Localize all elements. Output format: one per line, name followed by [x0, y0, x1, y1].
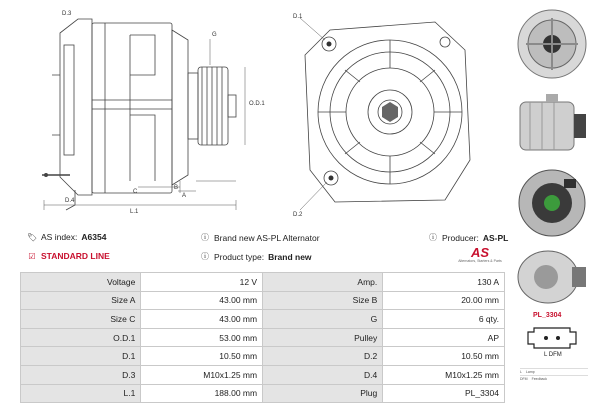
as-index-row [27, 232, 106, 242]
info-icon: ⓘ [201, 252, 209, 261]
product-photo-side[interactable] [512, 90, 592, 160]
spec-value: PL_3304 [383, 384, 505, 403]
product-photo-rear[interactable] [512, 165, 592, 240]
spec-value: 43.00 mm [141, 310, 263, 329]
checkbox-icon: ☑ [28, 251, 36, 261]
info-icon: ⓘ [201, 233, 209, 242]
brand-row [200, 232, 320, 243]
spec-label: Voltage [21, 273, 141, 292]
label-l1: L.1 [130, 209, 139, 215]
label-a: A [182, 193, 187, 199]
producer-value: AS-PL [482, 232, 509, 243]
product-type-row [200, 251, 312, 262]
spec-label: Size C [21, 310, 141, 329]
label-d1: D.1 [293, 14, 303, 20]
label-c: C [133, 189, 138, 195]
as-logo [452, 246, 508, 268]
plug-legend [520, 368, 588, 382]
spec-row [21, 291, 505, 310]
producer-label: Producer: [442, 232, 479, 243]
product-type-value: Brand new [268, 251, 312, 262]
label-od1: O.D.1 [249, 101, 265, 107]
brand-text: Brand new AS-PL Alternator [214, 232, 320, 243]
spec-value: M10x1.25 mm [141, 365, 263, 384]
legend-row [520, 368, 588, 375]
legend-key: DFM [520, 377, 528, 381]
spec-row [21, 328, 505, 347]
label-d3: D.3 [62, 11, 72, 17]
spec-value: 188.00 mm [141, 384, 263, 403]
spec-value: 10.50 mm [383, 347, 505, 366]
producer-row [428, 232, 508, 243]
spec-row [21, 347, 505, 366]
label-d2: D.2 [293, 212, 303, 218]
as-index-value: A6354 [81, 232, 107, 242]
alternator-front-view-drawing [285, 10, 485, 220]
label-g: G [212, 32, 217, 38]
spec-label: D.4 [263, 365, 383, 384]
tag-icon: 🏷 [27, 232, 38, 242]
plug-code: PL_3304 [533, 312, 562, 319]
spec-row [21, 384, 505, 403]
label-b: B [174, 185, 179, 191]
spec-value: 10.50 mm [141, 347, 263, 366]
spec-value: AP [383, 328, 505, 347]
spec-value: 43.00 mm [141, 291, 263, 310]
as-index-label: AS index: [41, 232, 78, 242]
spec-value: 6 qty. [383, 310, 505, 329]
legend-key: L [520, 370, 522, 374]
alternator-side-view-drawing [30, 5, 265, 220]
spec-value: 20.00 mm [383, 291, 505, 310]
spec-label: Plug [263, 384, 383, 403]
spec-label: Size B [263, 291, 383, 310]
spec-label: D.1 [21, 347, 141, 366]
spec-value: 53.00 mm [141, 328, 263, 347]
spec-label: L.1 [21, 384, 141, 403]
legend-value: Lamp [525, 370, 535, 374]
plug-connector-label: L DFM [544, 352, 562, 358]
info-icon: ⓘ [429, 233, 437, 242]
spec-label: D.3 [21, 365, 141, 384]
spec-row [21, 365, 505, 384]
spec-value: M10x1.25 mm [383, 365, 505, 384]
standard-line-row [27, 251, 110, 261]
legend-value: Feedback [531, 377, 547, 381]
logo-tagline: Alternators, Starters & Parts [458, 259, 502, 263]
spec-value: 12 V [141, 273, 263, 292]
spec-value: 130 A [383, 273, 505, 292]
spec-label: Pulley [263, 328, 383, 347]
product-photo-angle[interactable] [512, 245, 592, 307]
standard-line-label: STANDARD LINE [41, 251, 110, 261]
spec-label: O.D.1 [21, 328, 141, 347]
spec-row [21, 310, 505, 329]
spec-label: G [263, 310, 383, 329]
label-d4: D.4 [65, 198, 75, 204]
logo-text: AS [470, 245, 490, 260]
plug-connector-diagram [524, 324, 580, 352]
spec-row [21, 273, 505, 292]
spec-label: D.2 [263, 347, 383, 366]
spec-label: Size A [21, 291, 141, 310]
spec-table [20, 272, 505, 403]
product-type-label: Product type: [214, 251, 265, 262]
legend-row [520, 375, 588, 382]
spec-label: Amp. [263, 273, 383, 292]
product-photo-front[interactable] [512, 4, 592, 82]
